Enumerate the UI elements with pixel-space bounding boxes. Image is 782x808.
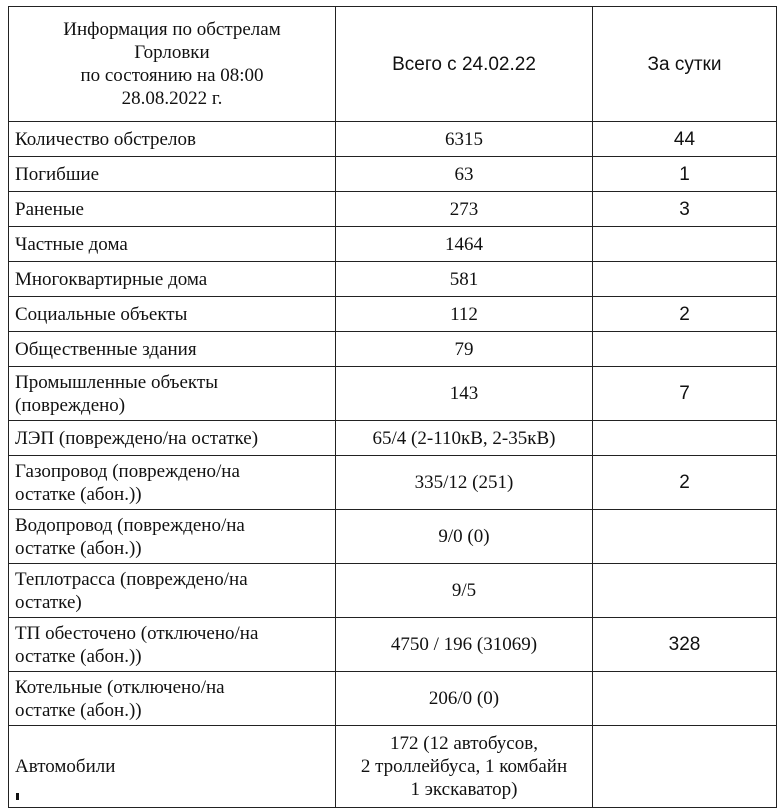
row-total-value bbox=[336, 421, 593, 456]
table-row bbox=[9, 672, 777, 726]
row-daily-value bbox=[593, 262, 777, 297]
row-total-value bbox=[336, 456, 593, 510]
row-total-value bbox=[336, 618, 593, 672]
row-daily-value: 1 bbox=[593, 157, 777, 192]
row-label bbox=[9, 726, 336, 808]
row-label-line: Погибшие bbox=[15, 163, 100, 185]
row-total-line: 581 bbox=[449, 268, 479, 290]
row-label-line: Теплотрасса (повреждено/на bbox=[15, 568, 248, 590]
table-row bbox=[9, 456, 777, 510]
table-row bbox=[9, 421, 777, 456]
row-label-line: Промышленные объекты bbox=[15, 371, 218, 393]
row-label-line: остатке) bbox=[15, 591, 82, 613]
row-label bbox=[9, 157, 336, 192]
row-label-line: Социальные объекты bbox=[15, 303, 188, 325]
row-daily-value bbox=[593, 564, 777, 618]
row-label-line: Общественные здания bbox=[15, 338, 197, 360]
table-row bbox=[9, 367, 777, 421]
row-total-line: 112 bbox=[450, 303, 478, 325]
row-label bbox=[9, 262, 336, 297]
row-daily-value: 2 bbox=[593, 297, 777, 332]
row-label-line: Газопровод (повреждено/на bbox=[15, 460, 240, 482]
row-total-line: 172 (12 автобусов, bbox=[390, 733, 538, 754]
page-edge-mark bbox=[16, 793, 19, 800]
row-total-line: 9/5 bbox=[451, 580, 477, 601]
row-daily-value: 2 bbox=[593, 456, 777, 510]
row-label-line: ЛЭП (повреждено/на остатке) bbox=[15, 427, 259, 449]
row-daily-value bbox=[593, 672, 777, 726]
table-row bbox=[9, 726, 777, 808]
row-label-line: Многоквартирные дома bbox=[15, 268, 208, 290]
caption-line: 28.08.2022 г. bbox=[121, 88, 223, 109]
table-row bbox=[9, 332, 777, 367]
col-daily-header: За сутки bbox=[593, 7, 777, 122]
row-total-value bbox=[336, 122, 593, 157]
table-row bbox=[9, 564, 777, 618]
row-total-line: 2 троллейбуса, 1 комбайн bbox=[360, 756, 568, 777]
row-daily-value bbox=[593, 421, 777, 456]
row-total-value bbox=[336, 227, 593, 262]
row-daily-value: 328 bbox=[593, 618, 777, 672]
row-total-value bbox=[336, 726, 593, 808]
row-total-line: 79 bbox=[454, 338, 474, 360]
row-label bbox=[9, 564, 336, 618]
table-row bbox=[9, 122, 777, 157]
row-label bbox=[9, 421, 336, 456]
row-label-line: Раненые bbox=[15, 198, 84, 220]
row-total-value bbox=[336, 192, 593, 227]
row-total-line: 143 bbox=[449, 383, 479, 404]
row-daily-value: 44 bbox=[593, 122, 777, 157]
row-total-line: 63 bbox=[454, 163, 474, 185]
row-daily-value bbox=[593, 332, 777, 367]
row-total-value bbox=[336, 564, 593, 618]
table-row bbox=[9, 618, 777, 672]
row-total-line: 6315 bbox=[445, 128, 483, 150]
row-total-value bbox=[336, 510, 593, 564]
caption-line: Горловки bbox=[134, 42, 210, 63]
row-total-value bbox=[336, 367, 593, 421]
row-label bbox=[9, 367, 336, 421]
row-label-line: (повреждено) bbox=[15, 394, 126, 416]
row-total-value bbox=[336, 672, 593, 726]
row-label bbox=[9, 456, 336, 510]
row-label bbox=[9, 332, 336, 367]
table-row bbox=[9, 227, 777, 262]
table-row bbox=[9, 262, 777, 297]
table-row bbox=[9, 192, 777, 227]
row-label bbox=[9, 227, 336, 262]
table-row bbox=[9, 510, 777, 564]
row-label-line: остатке (абон.)) bbox=[15, 537, 142, 559]
row-label bbox=[9, 297, 336, 332]
row-label-line: остатке (абон.)) bbox=[15, 645, 142, 667]
row-label bbox=[9, 510, 336, 564]
row-label-line: остатке (абон.)) bbox=[15, 483, 142, 505]
row-total-line: 65/4 (2-110кВ, 2-35кВ) bbox=[372, 427, 556, 449]
row-daily-value: 7 bbox=[593, 367, 777, 421]
row-total-value bbox=[336, 332, 593, 367]
row-total-value bbox=[336, 157, 593, 192]
report-caption bbox=[9, 7, 336, 122]
row-total-line: 4750 / 196 (31069) bbox=[390, 634, 538, 655]
row-daily-value bbox=[593, 726, 777, 808]
row-label-line: Частные дома bbox=[15, 233, 128, 255]
row-label-line: Котельные (отключено/на bbox=[15, 676, 225, 698]
row-daily-value: 3 bbox=[593, 192, 777, 227]
row-label-line: Автомобили bbox=[15, 756, 116, 777]
row-total-line: 273 bbox=[449, 198, 479, 220]
row-total-line: 335/12 (251) bbox=[414, 472, 514, 493]
header-row bbox=[9, 7, 777, 122]
row-total-line: 1464 bbox=[445, 233, 483, 255]
table-row bbox=[9, 157, 777, 192]
row-label bbox=[9, 192, 336, 227]
row-label bbox=[9, 122, 336, 157]
row-label-line: Количество обстрелов bbox=[15, 128, 196, 150]
row-total-line: 9/0 (0) bbox=[438, 526, 490, 547]
shelling-report-table bbox=[8, 6, 777, 808]
row-total-value bbox=[336, 297, 593, 332]
row-label-line: ТП обесточено (отключено/на bbox=[15, 622, 259, 644]
caption-line: Информация по обстрелам bbox=[63, 19, 281, 40]
row-daily-value bbox=[593, 227, 777, 262]
row-daily-value bbox=[593, 510, 777, 564]
row-total-line: 206/0 (0) bbox=[428, 688, 500, 709]
row-label-line: Водопровод (повреждено/на bbox=[15, 514, 245, 536]
row-total-line: 1 экскаватор) bbox=[410, 779, 518, 800]
col-total-header: Всего с 24.02.22 bbox=[336, 7, 593, 122]
row-label-line: остатке (абон.)) bbox=[15, 699, 142, 721]
row-total-value bbox=[336, 262, 593, 297]
row-label bbox=[9, 672, 336, 726]
table-row bbox=[9, 297, 777, 332]
caption-line: по состоянию на 08:00 bbox=[80, 65, 264, 86]
row-label bbox=[9, 618, 336, 672]
